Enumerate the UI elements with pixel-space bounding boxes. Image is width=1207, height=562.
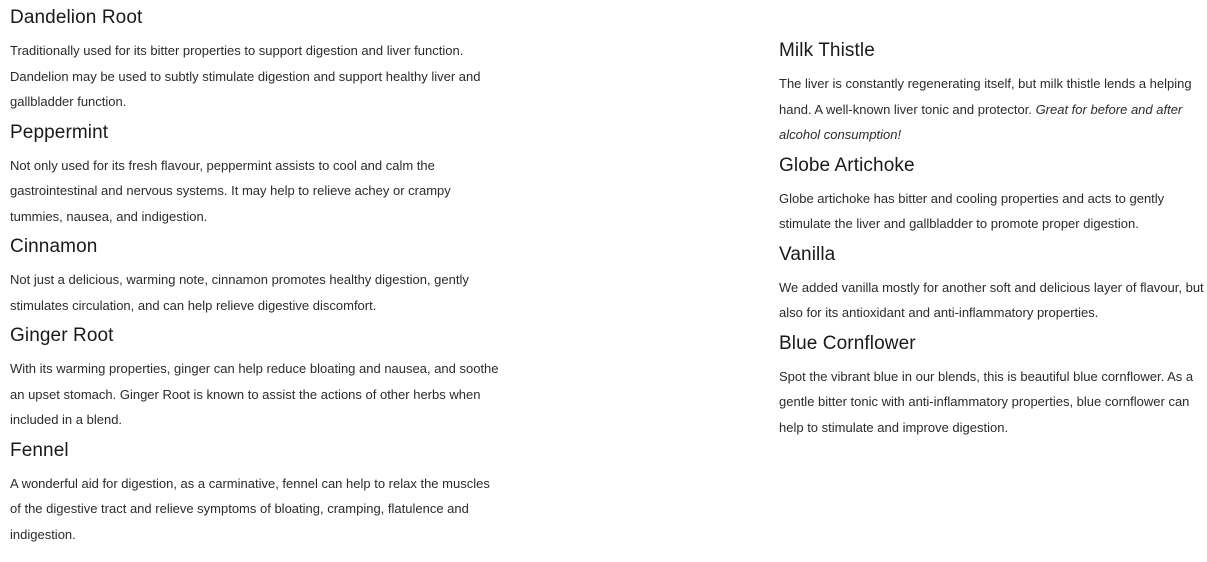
herb-title: Dandelion Root bbox=[10, 7, 143, 28]
herb-title: Milk Thistle bbox=[779, 40, 875, 61]
herb-title: Globe Artichoke bbox=[779, 154, 915, 176]
herb-cinnamon bbox=[10, 235, 500, 318]
herb-description: We added vanilla mostly for another soft and delicious layer of flavour, but also for its antioxidant and anti-inflammatory properties. bbox=[779, 279, 1204, 320]
herb-title: Cinnamon bbox=[10, 236, 98, 257]
herb-peppermint bbox=[10, 121, 500, 230]
herb-milk-thistle bbox=[779, 39, 1205, 148]
herb-ginger-root bbox=[10, 324, 500, 433]
herb-description: Not only used for its fresh flavour, peppermint assists to cool and calm the gastrointestinal and nervous systems. It may help to relieve achey or crampy tummies, nausea, and indigestion. bbox=[10, 157, 451, 224]
herb-blue-cornflower bbox=[779, 332, 1205, 441]
herb-description-text: The liver is constantly regenerating itself, but milk thistle lends a helping hand. A well-known liver tonic and protector. bbox=[779, 76, 1192, 117]
herb-description: A wonderful aid for digestion, as a carminative, fennel can help to relax the muscles of the digestive tract and relieve symptoms of bloating, cramping, flatulence and indigestion. bbox=[10, 475, 490, 542]
ingredients-left-column bbox=[10, 0, 500, 553]
herb-globe-artichoke bbox=[779, 154, 1205, 237]
herb-description: With its warming properties, ginger can help reduce bloating and nausea, and soothe an upset stomach. Ginger Root is known to assist the actions of other herbs when included in a blend. bbox=[10, 361, 499, 427]
herb-description-emphasis: Great for before and after alcohol consumption! bbox=[779, 101, 1183, 142]
ingredients-right-column bbox=[779, 0, 1205, 446]
herb-description: Not just a delicious, warming note, cinnamon promotes healthy digestion, gently stimulates circulation, and can help relieve digestive discomfort. bbox=[10, 272, 469, 313]
herb-description bbox=[779, 71, 1205, 148]
herb-title: Ginger Root bbox=[10, 325, 114, 346]
herb-title: Vanilla bbox=[779, 243, 836, 265]
herb-dandelion-root bbox=[10, 6, 500, 115]
herb-fennel bbox=[10, 439, 500, 548]
herb-description: Traditionally used for its bitter properties to support digestion and liver function. Dandelion may be used to subtly stimulate digestion and support healthy liver and gallbladder function. bbox=[10, 43, 481, 109]
herb-title: Peppermint bbox=[10, 121, 109, 143]
herb-vanilla bbox=[779, 243, 1205, 326]
herb-description: Globe artichoke has bitter and cooling properties and acts to gently stimulate the liver and gallbladder to promote proper digestion. bbox=[779, 190, 1165, 231]
herb-description: Spot the vibrant blue in our blends, this is beautiful blue cornflower. As a gentle bitter tonic with anti-inflammatory properties, blue cornflower can help to stimulate and improve digestion. bbox=[779, 368, 1194, 435]
herb-title: Fennel bbox=[10, 439, 69, 461]
herb-title: Blue Cornflower bbox=[779, 332, 916, 354]
